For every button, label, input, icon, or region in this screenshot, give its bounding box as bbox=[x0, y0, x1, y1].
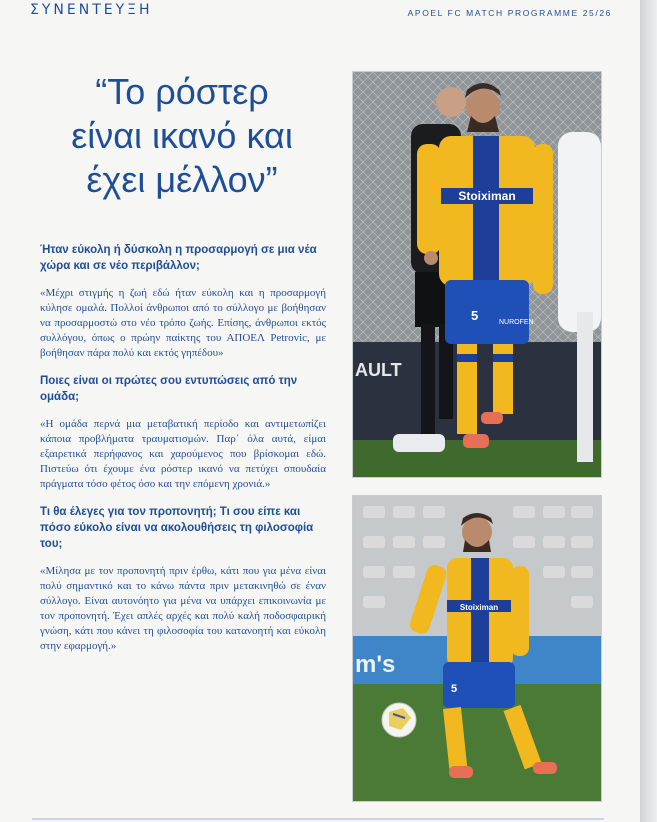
section-label: ΣΥΝΕΝΤΕΥΞΗ bbox=[30, 2, 153, 18]
answer-1: «Μέχρι στιγμής η ζωή εδώ ήταν εύκολη και η προσαρμογή κύλησε ομαλά. Πολλοί άνθρωποι από το σύλλογο με βοήθησαν να προσαρμοστώ στο νέο τρόπο ζωής. Επίσης, άνθρωποι εκτός συλλόγου, όπως ο πρώην παίκτης του ΑΠΟΕΛ Petrovic, με βοήθησαν πάρα πολύ και εκτός γηπέδου» bbox=[40, 287, 326, 359]
photo-player-top bbox=[352, 71, 602, 478]
ad-board-text: AULT bbox=[355, 360, 402, 380]
player-photo-illustration-2 bbox=[353, 496, 601, 801]
player-photo-illustration bbox=[353, 72, 601, 477]
headline-line-1: “Το ρόστερ bbox=[95, 71, 269, 112]
headline-line-2: είναι ικανό και bbox=[71, 115, 293, 156]
programme-title: APOEL FC MATCH PROGRAMME 25/26 bbox=[407, 8, 612, 18]
question-2: Ποιες είναι οι πρώτες σου εντυπώσεις από την ομάδα; bbox=[40, 375, 298, 403]
question-1: Ήταν εύκολη ή δύσκολη η προσαρμογή σε μια νέα χώρα και σε νέο περιβάλλον; bbox=[40, 244, 317, 272]
headline bbox=[32, 70, 332, 202]
shirt-sponsor-top: Stoiximan bbox=[458, 189, 516, 203]
shorts-number-top: 5 bbox=[471, 308, 479, 323]
ad-board-text-2: m's bbox=[355, 651, 396, 678]
headline-line-3: έχει μέλλον” bbox=[86, 159, 278, 200]
blue-shorts bbox=[445, 280, 529, 344]
interview-article bbox=[40, 242, 326, 666]
shorts-sponsor-top: NUROFEN bbox=[499, 319, 534, 326]
shorts-number-bottom: 5 bbox=[451, 683, 458, 695]
question-3: Τι θα έλεγες για τον προπονητή; Τι σου είπε και πόσο εύκολο είναι να ακολουθήσεις τη φιλοσοφία του; bbox=[40, 506, 314, 550]
bottom-divider bbox=[32, 818, 604, 820]
answer-2: «Η ομάδα περνά μια μεταβατική περίοδο και αντιμετωπίζει κάποια προβλήματα τραυματισμών. Παρ᾽ όλα αυτά, είμαι εξαιρετικά περήφανος και χαρούμενος που βρίσκομαι εδώ. Πιστεύω ότι έχουμε ένα ρόστερ ικανό να πετύχει σπουδαία πράγματα τόσο φέτος όσο και την επόμενη χρονιά.» bbox=[40, 418, 326, 490]
photo-player-bottom bbox=[352, 495, 602, 802]
page-edge bbox=[640, 0, 657, 822]
shirt-sponsor-bottom: Stoiximan bbox=[459, 603, 499, 612]
answer-3: «Μίλησα με τον προπονητή πριν έρθω, κάτι που για μένα είναι πολύ σημαντικό και το κάνω πάντα πριν μετακινηθώ σε έναν σύλλογο. Είναι αυτονόητο για μένα να υπάρχει επικοινωνία με τον προπονητή. Έχει απλές αρχές και πολύ καλή ποδοσφαιρική γνώση, κάτι που κάνει τη φιλοσοφία του κατανοητή και εύκολη στην εφαρμογή.» bbox=[40, 565, 326, 652]
